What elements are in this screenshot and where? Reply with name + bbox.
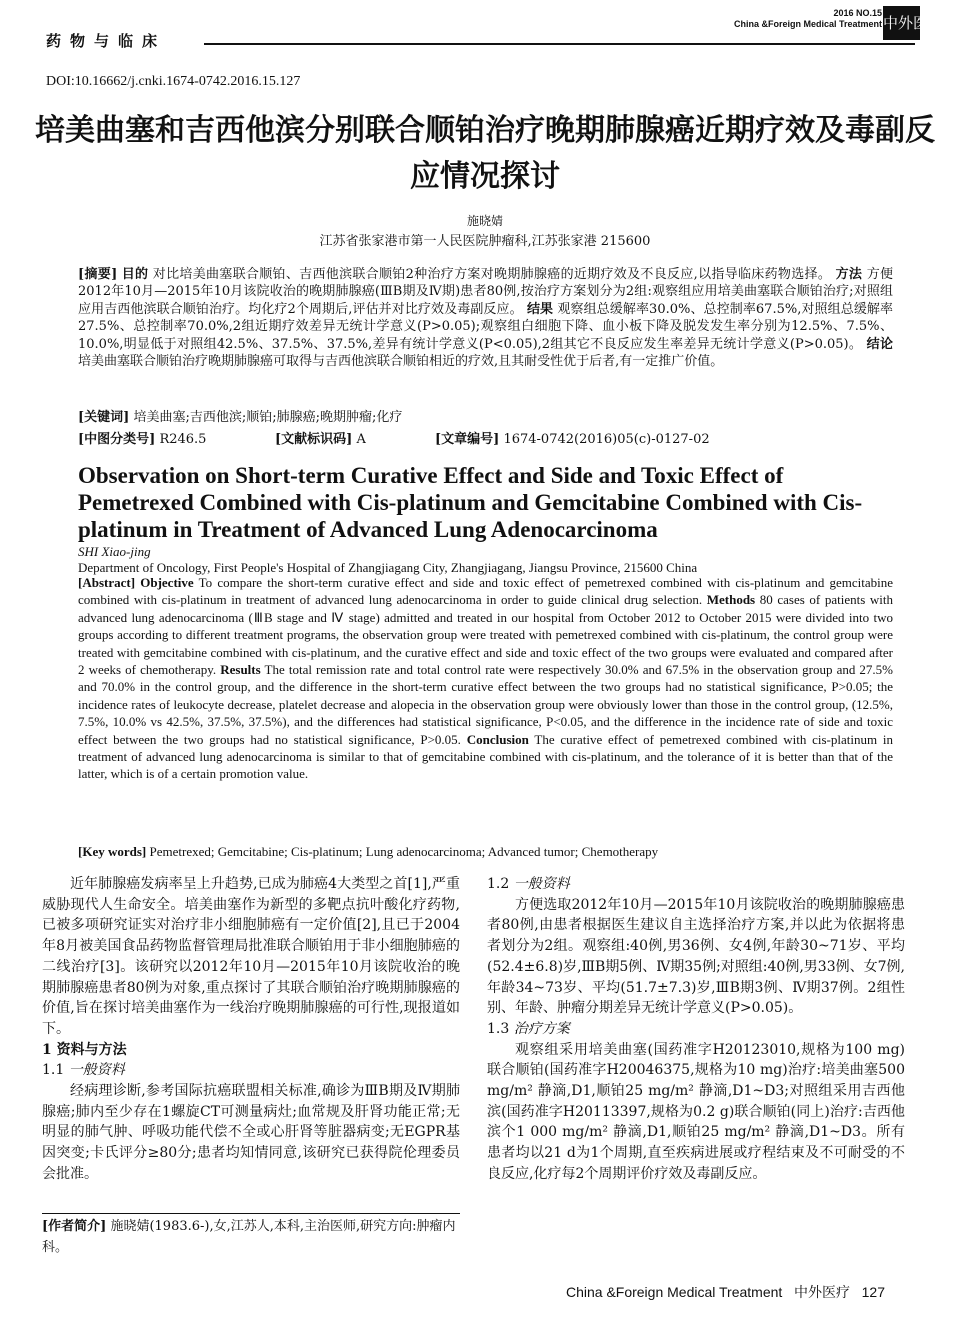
methods-cn: 方便2012年10月—2015年10月该院收治的晚期肺腺癌(ⅢB期及Ⅳ期)患者80例,按治疗方案划分为2组:观察组应用培美曲塞联合顺铂治疗;对照组应用吉西他滨联合顺铂治疗。均化疗2个周期后,评估并对比疗效及毒副反应。 <box>78 267 893 317</box>
page-footer <box>566 1282 885 1302</box>
header-rule <box>204 43 915 45</box>
article-title-cn: 培美曲塞和吉西他滨分别联合顺铂治疗晚期肺腺癌近期疗效及毒副反应情况探讨 <box>35 113 935 194</box>
results-cn: 观察组总缓解率30.0%、总控制率67.5%,对照组总缓解率27.5%、总控制率70.0%,2组近期疗效差异无统计学意义(P>0.05);观察组白细胞下降、血小板下降及脱发发生率分别为12.5%、7.5%、10.0%,明显低于对照组42.5%、37.5%、37.5%,差异有统计学意义(P<0.05),2组其它不良反应发生率差异无统计学意义(P>0.05)。 <box>78 301 894 352</box>
affiliation-cn: 江苏省张家港市第一人民医院肿瘤科,江苏张家港 215600 <box>319 234 651 249</box>
subsection-heading-1-2 <box>487 874 905 895</box>
doi: DOI:10.16662/j.cnki.1674-0742.2016.15.127 <box>46 74 301 89</box>
objective-cn: 对比培美曲塞联合顺铂、吉西他滨联合顺铂2种治疗方案对晚期肺腺癌的近期疗效及不良反应,以指导临床药物选择。 <box>152 267 832 282</box>
objective-en: To compare the short-term curative effect and side and toxic effect of pemetrexed combined with cis-platinum and gemcitabine combined with cis-platinum in treatment of advanced lung adenocarcinoma in order to guide clinical drug selection. <box>78 575 894 608</box>
body-column-right <box>487 874 905 1185</box>
keywords-cn-text: 培美曲塞;吉西他滨;顺铂;肺腺癌;晚期肿瘤;化疗 <box>133 410 403 425</box>
methods-en: 80 cases of patients with advanced lung adenocarcinoma (ⅢB stage and Ⅳ stage) admitted and treated in our hospital from October 2012 to October 2015 were divided into two groups according to different treatment programs, the observation group were treated with pemetrexed combined with cis-platinum, the control group were treated with gemcitabine combined with cis-platinum, and the curative effect and side and toxic effect of the two groups were evaluated and compared after 2 weeks of chemotherapy. <box>78 592 894 678</box>
conclusion-en: The curative effect of pemetrexed combined with cis-platinum in treatment of advanced lung adenocarcinoma is similar to that of gemcitabine combined with cis-platinum, and the tolerance of it is better than that of the latter, which is of a certain promotion value. <box>78 731 893 782</box>
paragraph-1-2: 方便选取2012年10月—2015年10月该院收治的晚期肺腺癌患者80例,由患者根据医生建议自主选择治疗方案,并以此为依据将患者划分为2组。观察组:40例,男36例、女4例,年龄30~71岁、平均(52.4±6.8)岁,ⅢB期5例、Ⅳ期35例;对照组:40例,男33例、女7例,年龄34~73岁、平均(51.7±7.3)岁,ⅢB期3例、Ⅳ期37例。2组性别、年龄、肿瘤分期差异无统计学意义(P>0.05)。 <box>487 896 905 1017</box>
paragraph-1-3: 观察组采用培美曲塞(国药准字H20123010,规格为100 mg)联合顺铂(国药准字H20046375,规格为10 mg)治疗:培美曲塞500 mg/m² 静滴,D1,顺铂25 mg/m² 静滴,D1~D3;对照组采用吉西他滨(国药准字H20113397,规格为0.2 g)联合顺铂(同上)治疗:吉西他滨个1 000 mg/m² 静滴,D1,顺铂25 mg/m² 静滴,D1~D3。所有患者均以21 d为1个周期,直至疾病进展或疗程结束及不可耐受的不良反应,化疗每2个周期评价疗效及毒副反应。 <box>487 1041 905 1182</box>
subsection-heading-1-1 <box>42 1060 460 1081</box>
article-title-en: Observation on Short-term Curative Effect and Side and Toxic Effect of Pemetrexed Combined with Cis-platinum and Gemcitabine Combined with Cis-platinum in Treatment of Advanced Lung Adenocarcinoma <box>78 463 863 542</box>
author-note <box>42 1216 460 1258</box>
keywords-en <box>78 844 893 860</box>
objective-cn-label: 目的 <box>121 267 149 282</box>
subsection-heading-1-3 <box>487 1019 905 1040</box>
keywords-cn-label: [关键词] <box>78 410 130 425</box>
clc-value: R246.5 <box>159 432 207 447</box>
methods-cn-label: 方法 <box>835 267 863 282</box>
subsection-1-3-number: 1.3 <box>487 1020 510 1037</box>
keywords-en-text: Pemetrexed; Gemcitabine; Cis-platinum; Lung adenocarcinoma; Advanced tumor; Chemotherapy <box>149 844 659 859</box>
journal-english-name: China &Foreign Medical Treatment <box>733 19 882 29</box>
document-code <box>275 428 366 447</box>
article-number-label: [文章编号] <box>435 432 500 447</box>
journal-logo: 中外医疗 <box>883 6 920 40</box>
page-number: 127 <box>861 1284 885 1300</box>
article-number <box>435 428 710 447</box>
abstract-cn-label: [摘要] <box>78 267 118 282</box>
article-number-value: 1674-0742(2016)05(c)-0127-02 <box>503 432 710 447</box>
paragraph-1-1: 经病理诊断,参考国际抗癌联盟相关标准,确诊为ⅢB期及Ⅳ期肺腺癌;肺内至少存在1螺旋CT可测量病灶;血常规及肝肾功能正常;无明显的肺气肿、呼吸功能代偿不全或心肝肾等脏器病变;无EGPR基因突变;卡氏评分≥80分;患者均知情同意,该研究已获得院伦理委员会批准。 <box>42 1083 460 1182</box>
footnote-rule <box>42 1213 460 1214</box>
intro-paragraph: 近年肺腺癌发病率呈上升趋势,已成为肺癌4大类型之首[1],严重威胁现代人生命安全。培美曲塞作为新型的多靶点抗叶酸化疗药物,已被多项研究证实对治疗非小细胞肺癌有一定价值[2],且已于2004年8月被美国食品药物监督管理局批准联合顺铂用于非小细胞肺癌的二线治疗[3]。该研究以2012年10月—2015年10月该院收治的晚期肺腺癌患者80例为对象,重点探讨了其联合顺铂治疗晚期肺腺癌的价值,旨在探讨培美曲塞作为一线治疗晚期肺腺癌的可行性,现报道如下。 <box>42 876 460 1037</box>
abstract-cn <box>78 266 893 370</box>
conclusion-cn-label: 结论 <box>866 336 893 352</box>
subsection-1-2-number: 1.2 <box>487 876 510 892</box>
issue-number: 2016 NO.15 <box>833 8 882 18</box>
conclusion-en-label: Conclusion <box>466 731 529 747</box>
abstract-en <box>78 574 893 783</box>
clc-label: [中图分类号] <box>78 432 156 447</box>
keywords-cn <box>78 409 893 427</box>
author-en: SHI Xiao-jing <box>78 544 151 559</box>
body-column-left <box>42 874 460 1185</box>
conclusion-cn: 培美曲塞联合顺铂治疗晚期肺腺癌可取得与吉西他滨联合顺铂相近的疗效,且其耐受性优于后者,有一定推广价值。 <box>78 354 724 370</box>
subsection-1-3-title: 治疗方案 <box>513 1020 570 1037</box>
results-en-label: Results <box>220 662 261 678</box>
results-en: The total remission rate and total control rate were respectively 30.0% and 67.5% in the observation group and 27.5% and 70.0% in the control group, and the difference in the short-term curative effect between the two groups had no statistical significance, P>0.05; the incidence rates of leukocyte decrease, platelet decrease and alopecia in the observation group were obviously lower than those in the control group, (12.5%, 7.5%, 10.0% vs 42.5%, 37.5%, 37.5%), and the differences had statistical significance, P<0.05, and the difference in the incidence rate of side and toxic effect between the two groups had no statistical significance, P>0.05. <box>78 662 894 747</box>
author-note-label: [作者简介] <box>42 1219 107 1234</box>
doc-code-label: [文献标识码] <box>275 432 353 447</box>
section-heading-materials-methods: 1 资料与方法 <box>42 1041 127 1058</box>
doc-code-value: A <box>356 432 366 447</box>
author-note-text: 施晓婧(1983.6-),女,江苏人,本科,主治医师,研究方向:肿瘤内科。 <box>42 1219 456 1255</box>
footer-journal-en: China &Foreign Medical Treatment <box>565 1284 783 1300</box>
results-cn-label: 结果 <box>526 301 554 317</box>
keywords-en-label: [Key words] <box>78 844 147 859</box>
author-cn: 施晓婧 <box>466 214 503 228</box>
affiliation-en: Department of Oncology, First People's Hospital of Zhangjiagang City, Zhangjiagang, Jiangsu Province, 215600 China <box>78 560 698 575</box>
running-header-issue-block <box>734 8 882 30</box>
objective-en-label: Objective <box>140 575 194 590</box>
subsection-1-2-title: 一般资料 <box>513 876 570 892</box>
running-header-journal: 药物与临床 <box>46 32 167 50</box>
abstract-en-label: [Abstract] <box>78 575 136 590</box>
footer-journal-cn: 中外医疗 <box>793 1284 850 1300</box>
methods-en-label: Methods <box>706 592 756 608</box>
clc-number <box>78 428 206 447</box>
subsection-1-1-number: 1.1 <box>42 1062 65 1079</box>
subsection-1-1-title: 一般资料 <box>68 1062 125 1079</box>
